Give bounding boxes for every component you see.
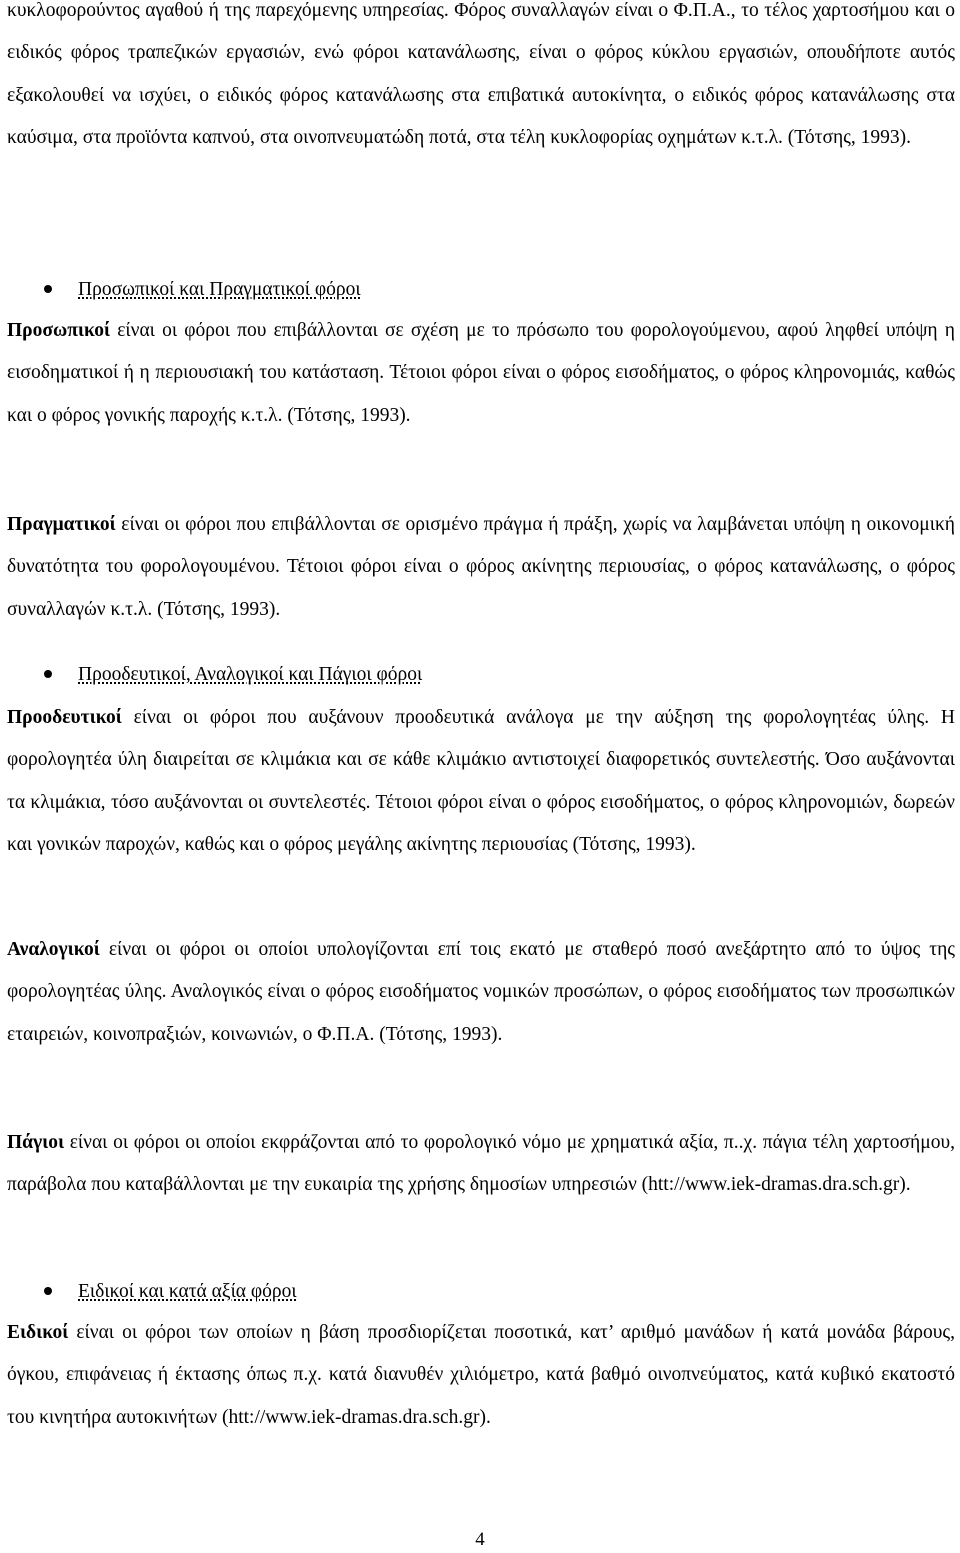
intro-paragraph: κυκλοφορούντος αγαθού ή της παρεχόμενης υπηρεσίας. Φόρος συναλλαγών είναι ο Φ.Π.Α., το τέλος χαρτοσήμου και ο ειδικός φόρος τραπεζικών εργασιών, ενώ φόροι κατανάλωσης, είναι ο φόρος κύκλου εργασιών, οπουδήποτε αυτός εξακολουθεί να ισχύει, ο ειδικός φόρος κατανάλωσης στα επιβατικά αυτοκίνητα, ο ειδικός φόρος κατανάλωσης στα καύσιμα, στα προϊόντα καπνού, στα οινοπνευματώδη ποτά, στα τέλη κυκλοφορίας οχημάτων κ.τ.λ. (Τότσης, 1993). <box>7 0 955 148</box>
progressive-taxes-paragraph <box>7 697 955 866</box>
term-fixed: Πάγιοι <box>7 1132 65 1153</box>
heading-text: Προσωπικοί και Πραγματικοί φόροι <box>78 279 361 300</box>
heading-personal-real <box>44 276 361 304</box>
fixed-taxes-paragraph <box>7 1122 955 1207</box>
personal-text: είναι οι φόροι που επιβάλλονται σε σχέση με το πρόσωπο του φορολογούμενου, αφού ληφθεί υπόψη η εισοδηματικοί ή η περιουσιακή του κατάσταση. Τέτοιοι φόροι είναι ο φόρος εισοδήματος, ο φόρος κληρονομιάς, καθώς και ο φόρος γονικής παροχής κ.τ.λ. (Τότσης, 1993). <box>7 320 955 426</box>
heading-progressive-proportional-fixed <box>44 661 422 689</box>
bullet-icon <box>44 1287 52 1295</box>
heading-text: Προοδευτικοί, Αναλογικοί και Πάγιοι φόροι <box>78 664 423 685</box>
special-text: είναι οι φόροι των οποίων η βάση προσδιορίζεται ποσοτικά, κατ’ αριθμό μανάδων ή κατά μονάδα βάρους, όγκου, επιφάνειας ή έκτασης όπως π.χ. κατά διανυθέν χιλιόμετρο, κατά βαθμό οινοπνεύματος, κατά κυβικό εκατοστό του κινητήρα αυτοκινήτων (htt://www.iek-dramas.dra.sch.gr). <box>7 1322 955 1428</box>
proportional-taxes-paragraph <box>7 929 955 1056</box>
heading-special-ad-valorem <box>44 1278 297 1306</box>
real-taxes-paragraph <box>7 504 955 631</box>
term-real: Πραγματικοί <box>7 514 116 535</box>
term-special: Ειδικοί <box>7 1322 69 1343</box>
personal-taxes-paragraph <box>7 310 955 437</box>
term-progressive: Προοδευτικοί <box>7 707 122 728</box>
term-personal: Προσωπικοί <box>7 320 111 341</box>
fixed-text: είναι οι φόροι οι οποίοι εκφράζονται από το φορολογικό νόμο με χρηματικά αξία, π..χ. πάγια τέλη χαρτοσήμου, παράβολα που καταβάλλονται με την ευκαιρία της χρήσης δημοσίων υπηρεσιών (htt://www.iek-dramas.dra.sch.gr). <box>7 1132 955 1196</box>
page-number: 4 <box>475 1529 485 1550</box>
real-text: είναι οι φόροι που επιβάλλονται σε ορισμένο πράγμα ή πράξη, χωρίς να λαμβάνεται υπόψη η οικονομική δυνατότητα του φορολογουμένου. Τέτοιοι φόροι είναι ο φόρος ακίνητης περιουσίας, ο φόρος κατανάλωσης, ο φόρος συναλλαγών κ.τ.λ. (Τότσης, 1993). <box>7 514 955 620</box>
bullet-icon <box>44 285 52 293</box>
heading-text: Ειδικοί και κατά αξία φόροι <box>78 1281 297 1302</box>
special-taxes-paragraph <box>7 1312 955 1439</box>
bullet-icon <box>44 670 52 678</box>
proportional-text: είναι οι φόροι οι οποίοι υπολογίζονται επί τοις εκατό με σταθερό ποσό ανεξάρτητο από το ύψος της φορολογητέας ύλης. Αναλογικός είναι ο φόρος εισοδήματος νομικών προσώπων, ο φόρος εισοδήματος των προσωπικών εταιρειών, κοινοπραξιών, κοινωνιών, ο Φ.Π.Α. (Τότσης, 1993). <box>7 939 955 1045</box>
progressive-text: είναι οι φόροι που αυξάνουν προοδευτικά ανάλογα με την αύξηση της φορολογητέας ύλης. Η φορολογητέα ύλη διαιρείται σε κλιμάκια και σε κάθε κλιμάκιο αντιστοιχεί διαφορετικός συντελεστής. Όσο αυξάνονται τα κλιμάκια, τόσο αυξάνονται οι συντελεστές. Τέτοιοι φόροι είναι ο φόρος εισοδήματος, ο φόρος κληρονομιών, δωρεών και γονικών παροχών, καθώς και ο φόρος μεγάλης ακίνητης περιουσίας (Τότσης, 1993). <box>7 707 955 855</box>
term-proportional: Αναλογικοί <box>7 939 100 960</box>
